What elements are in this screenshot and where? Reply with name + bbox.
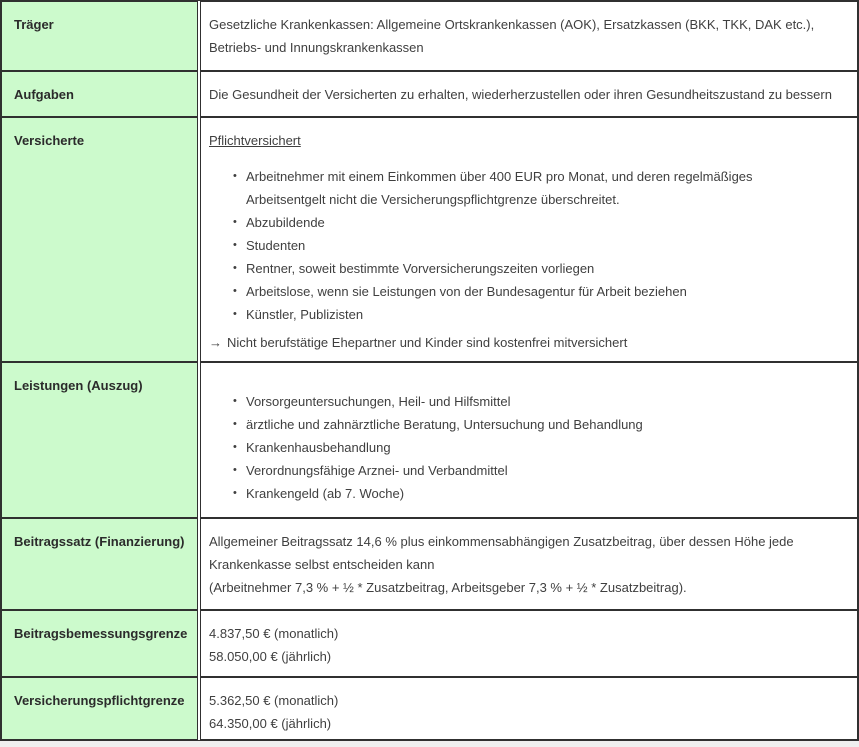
text-line: 64.350,00 € (jährlich) <box>209 716 332 731</box>
text-line: 4.837,50 € (monatlich) <box>209 626 339 641</box>
text-line: (Arbeitnehmer 7,3 % + ½ * Zusatzbeitrag, Arbeitsgeber 7,3 % + ½ * Zusatzbeitrag). <box>209 580 687 595</box>
text-line: • Abzubildende <box>246 215 325 230</box>
list-item <box>233 303 849 326</box>
text-line: Gesetzliche Krankenkassen: Allgemeine Ortskrankenkassen (AOK), Ersatzkassen (BKK, TKK, DAK etc.), <box>209 17 815 32</box>
row-label-versicherte: Versicherte <box>1 117 198 362</box>
list-item <box>233 482 849 505</box>
row-label-versicherungspflichtgrenze: Versicherungspflichtgrenze <box>1 677 198 740</box>
note-text: Nicht berufstätige Ehepartner und Kinder sind kostenfrei mitversichert <box>227 335 628 350</box>
family-insurance-note <box>209 331 849 354</box>
text-line: • Vorsorgeuntersuchungen, Heil- und Hilfsmittel <box>246 394 511 409</box>
row-content-beitragssatz <box>200 518 858 610</box>
text-line: 5.362,50 € (monatlich) <box>209 693 339 708</box>
list-item <box>233 459 849 482</box>
row-label-beitragssatz: Beitragssatz (Finanzierung) <box>1 518 198 610</box>
list-item <box>233 211 849 234</box>
list-item <box>233 234 849 257</box>
list-item <box>233 436 849 459</box>
text-line: • Künstler, Publizisten <box>246 307 364 322</box>
row-content-versicherungspflichtgrenze <box>200 677 858 740</box>
text-line: Arbeitsentgelt nicht die Versicherungspflichtgrenze überschreitet. <box>246 192 620 207</box>
text-line: Allgemeiner Beitragssatz 14,6 % plus einkommensabhängigen Zusatzbeitrag, über dessen Höhe jede <box>209 534 794 549</box>
text-line: • Krankenhausbehandlung <box>246 440 391 455</box>
text-line: 58.050,00 € (jährlich) <box>209 649 332 664</box>
row-label-aufgaben: Aufgaben <box>1 71 198 117</box>
list-item <box>233 165 849 211</box>
row-content-traeger <box>200 1 858 71</box>
text-line: • Krankengeld (ab 7. Woche) <box>246 486 405 501</box>
text-line: Betriebs- und Innungskrankenkassen <box>209 40 424 55</box>
row-label-leistungen: Leistungen (Auszug) <box>1 362 198 518</box>
text-line: Die Gesundheit der Versicherten zu erhalten, wiederherzustellen oder ihren Gesundheitszustand zu bessern <box>209 87 832 102</box>
text-line: • Arbeitnehmer mit einem Einkommen über 400 EUR pro Monat, und deren regelmäßiges <box>246 169 753 184</box>
text-line: • Arbeitslose, wenn sie Leistungen von der Bundesagentur für Arbeit beziehen <box>246 284 687 299</box>
text-line: • Studenten <box>246 238 306 253</box>
versicherte-bullet-list <box>209 165 849 326</box>
text-line: • Verordnungsfähige Arznei- und Verbandmittel <box>246 463 508 478</box>
text-line: Krankenkasse selbst entscheiden kann <box>209 557 435 572</box>
row-label-traeger: Träger <box>1 1 198 71</box>
list-item <box>233 390 849 413</box>
arrow-right-icon: → <box>209 335 222 350</box>
row-label-beitragsbemessungsgrenze: Beitragsbemessungsgrenze <box>1 610 198 677</box>
list-item <box>233 257 849 280</box>
list-item <box>233 413 849 436</box>
row-content-leistungen <box>200 362 858 518</box>
row-content-aufgaben <box>200 71 858 117</box>
row-content-versicherte <box>200 117 858 362</box>
text-line: • ärztliche und zahnärztliche Beratung, Untersuchung und Behandlung <box>246 417 643 432</box>
pflichtversichert-heading: Pflichtversichert <box>209 133 301 148</box>
text-line: • Rentner, soweit bestimmte Vorversicherungszeiten vorliegen <box>246 261 595 276</box>
row-content-beitragsbemessungsgrenze <box>200 610 858 677</box>
leistungen-bullet-list <box>209 390 849 505</box>
list-item <box>233 280 849 303</box>
